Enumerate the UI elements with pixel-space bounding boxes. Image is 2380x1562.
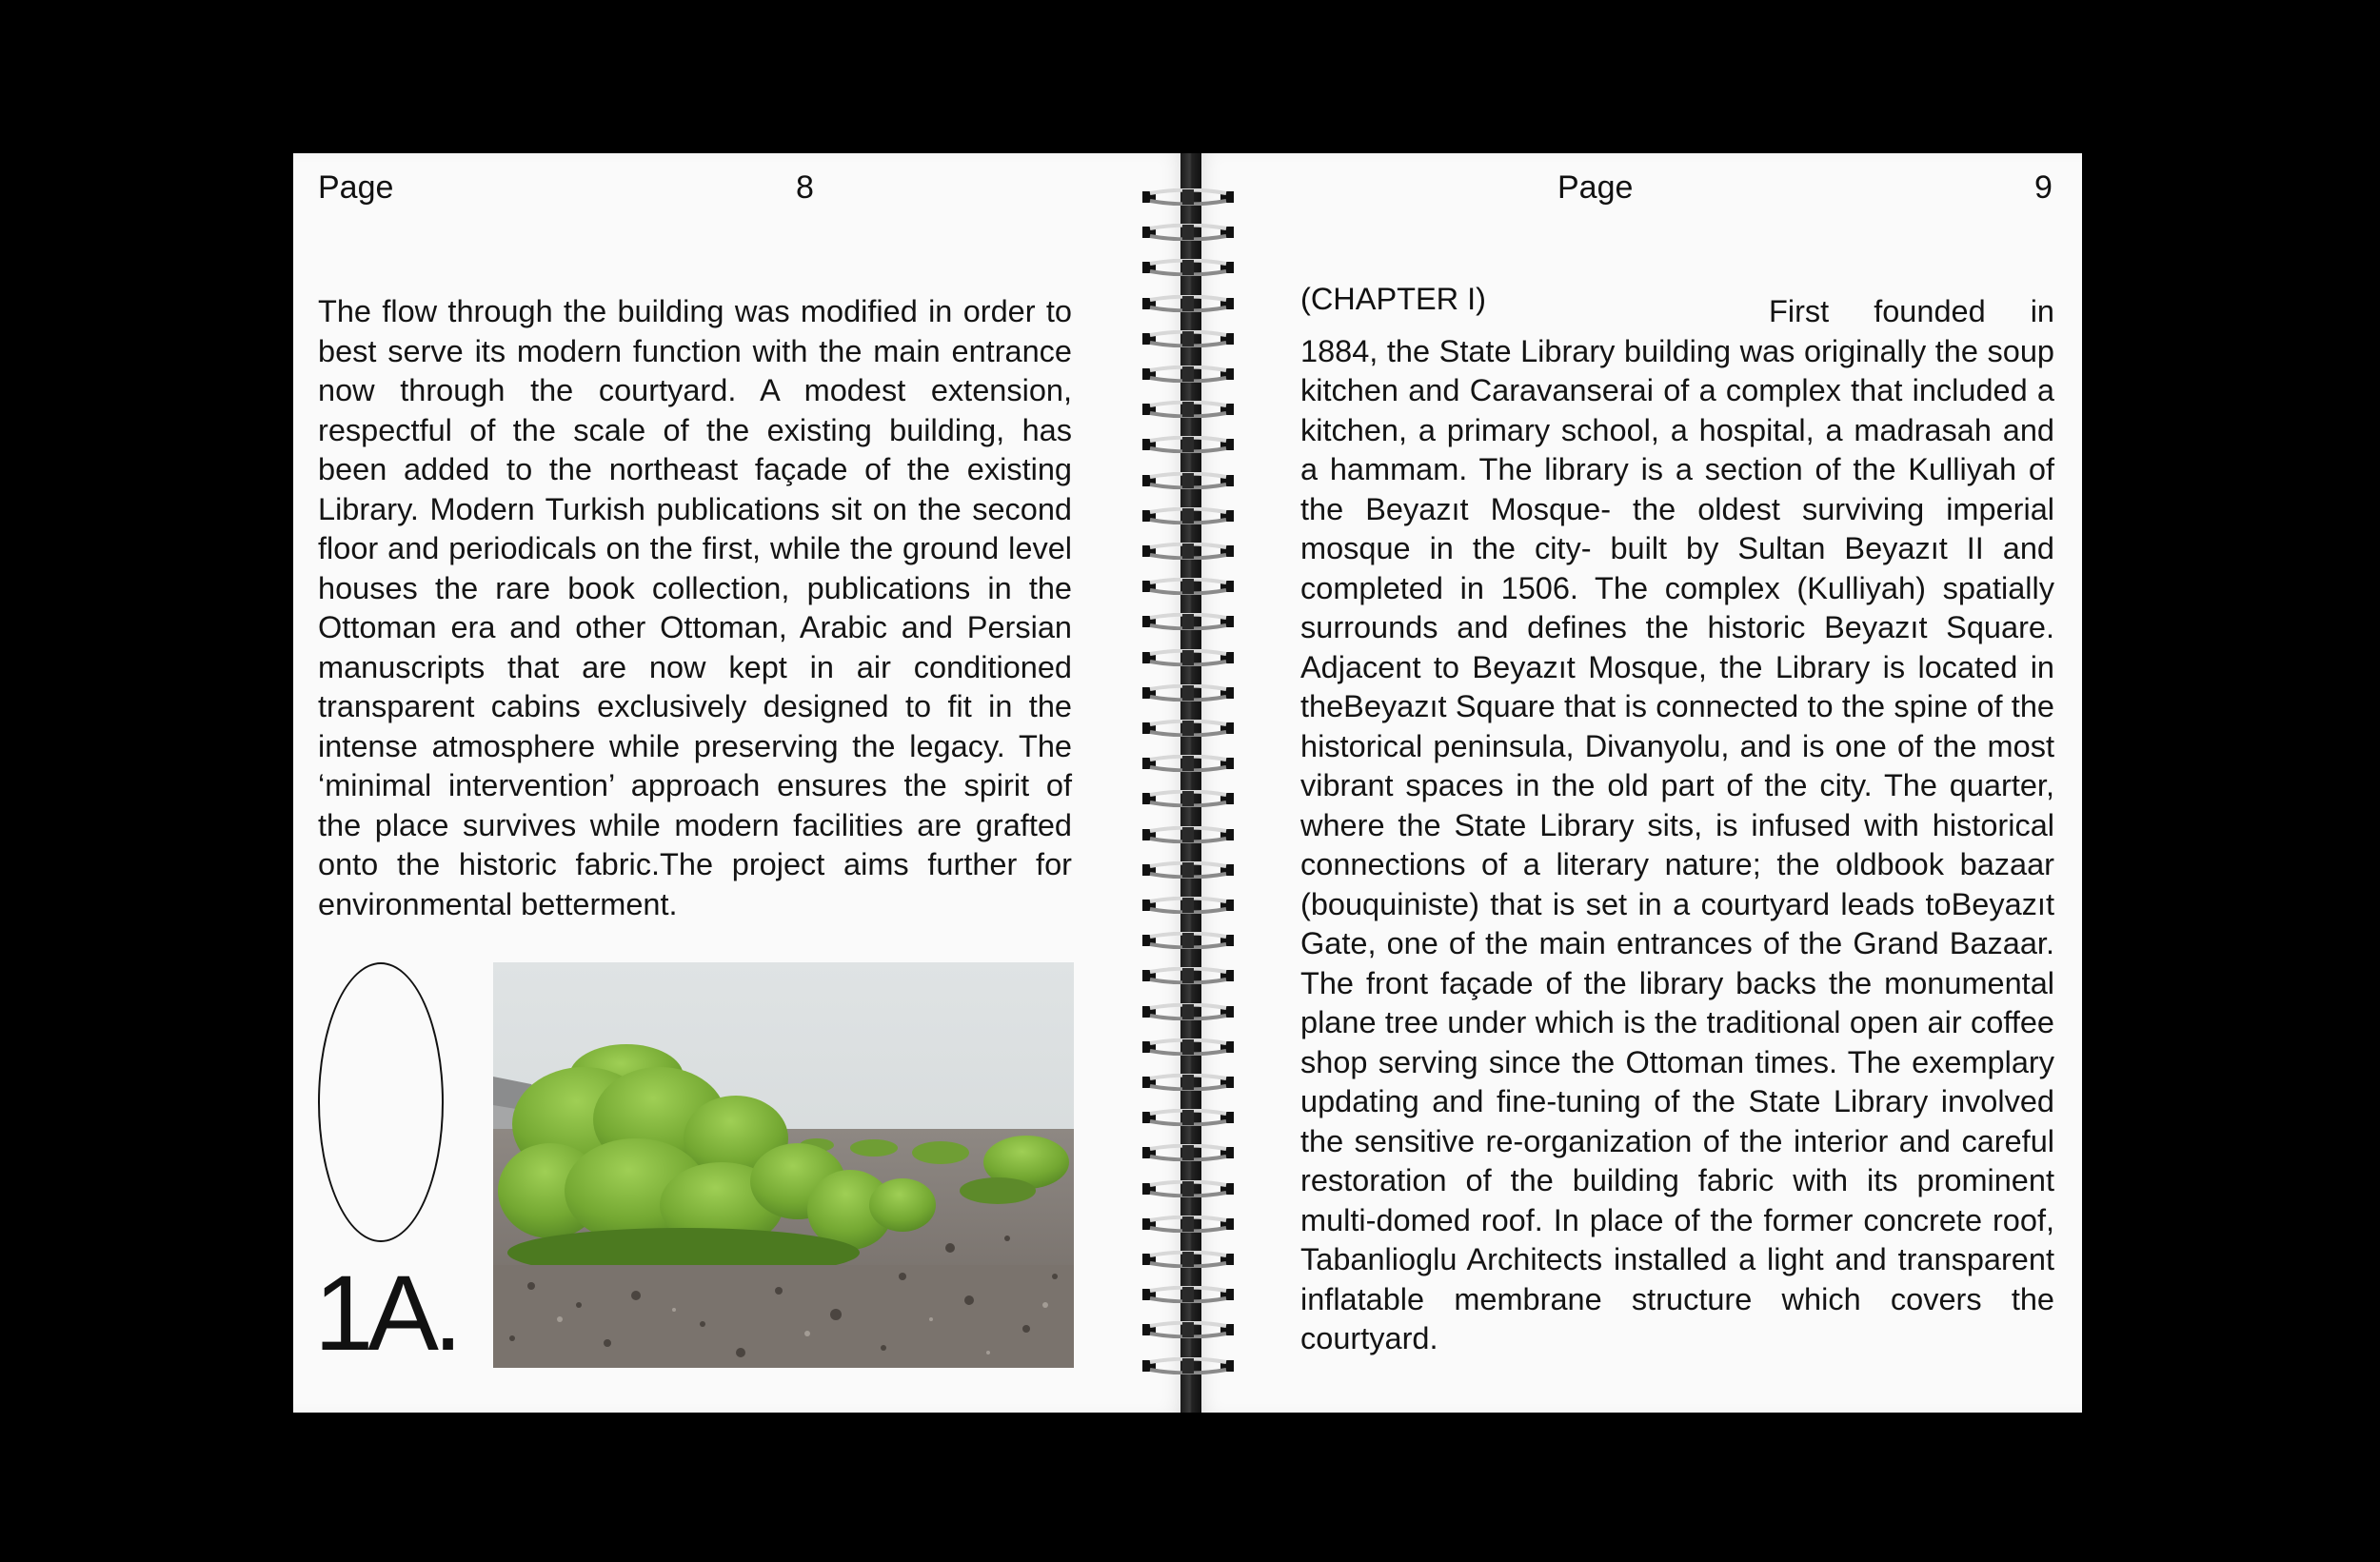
spiral-coil-icon — [1140, 507, 1236, 524]
spiral-coil-icon — [1140, 967, 1236, 984]
spiral-coil-icon — [1140, 295, 1236, 312]
spiral-coil-icon — [1140, 1144, 1236, 1161]
spiral-coil-icon — [1140, 861, 1236, 879]
right-body-text — [1300, 292, 2054, 1359]
right-body-paragraph: First founded in 1884, the State Library building was originally the soup kitchen and Caravanserai of a complex that included a kitchen, a primary school, a hospital, a madrasah and a hammam. The library is a section of the Kulliyah of the Beyazıt Mosque- the oldest surviving imperial mosque in the city- built by Sultan Beyazıt II and completed in 1506. The complex (Kulliyah) spatially surrounds and defines the historic Beyazıt Square. Adjacent to Beyazıt Mosque, the Library is located in theBeyazıt Square that is connected to the spine of the historical peninsula, Divanyolu, and is one of the most vibrant spaces in the old part of the city. The quarter, where the State Library sits, is infused with historical connections of a literary nature; the oldbook bazaar (bouquiniste) that is set in a courtyard leads toBeyazıt Gate, one of the main entrances of the Grand Bazaar. The front façade of the library backs the monumental plane tree under which is the traditional open air coffee shop serving since the Ottoman times. The exemplary updating and fine-tuning of the State Library involved the sensitive re-organization of the interior and careful restoration of the building fabric with its prominent multi-domed roof. In place of the former concrete roof, Tabanlioglu Architects installed a light and transparent inflatable membrane structure which covers the courtyard. — [1300, 294, 2054, 1355]
spiral-coil-icon — [1140, 401, 1236, 418]
spiral-coil-icon — [1140, 649, 1236, 666]
chapter-label: (CHAPTER I) — [1300, 282, 1486, 316]
right-page-label: Page — [1557, 169, 1634, 206]
spiral-coil-icon — [1140, 472, 1236, 489]
spiral-coil-icon — [1140, 790, 1236, 807]
spiral-coil-icon — [1140, 1321, 1236, 1338]
figure-label: 1A. — [314, 1254, 458, 1373]
spiral-coil-icon — [1140, 259, 1236, 276]
spiral-coil-icon — [1140, 436, 1236, 453]
ellipse-shape — [318, 962, 444, 1242]
spiral-coil-icon — [1140, 330, 1236, 347]
moss-landscape-photo — [493, 962, 1074, 1368]
left-page-label: Page — [318, 169, 394, 206]
spiral-coil-icon — [1140, 684, 1236, 702]
spiral-coil-icon — [1140, 1074, 1236, 1091]
spiral-coil-icon — [1140, 1286, 1236, 1303]
spiral-coil-icon — [1140, 1109, 1236, 1126]
spiral-coil-icon — [1140, 578, 1236, 595]
spiral-coil-icon — [1140, 1251, 1236, 1268]
spiral-coil-icon — [1140, 613, 1236, 630]
left-page-number: 8 — [796, 169, 814, 206]
spiral-coil-icon — [1140, 1038, 1236, 1056]
right-page-number: 9 — [2034, 169, 2053, 206]
left-body-paragraph: The flow through the building was modified in order to best serve its modern function with the main entrance now through the courtyard. A modest extension, respectful of the scale of the existing building, has been added to the northeast façade of the existing Library. Modern Turkish publications sit on the second floor and periodicals on the first, while the ground level houses the rare book collection, publications in the Ottoman era and other Ottoman, Arabic and Persian manuscripts that are now kept in air conditioned transparent cabins exclusively designed to fit in the intense atmosphere while preserving the legacy. The ‘minimal intervention’ approach ensures the spirit of the place survives while modern facilities are grafted onto the historic fabric.The project aims further for environmental betterment. — [318, 294, 1072, 921]
spiral-coil-icon — [1140, 932, 1236, 949]
spiral-coil-icon — [1140, 224, 1236, 241]
spiral-coil-icon — [1140, 366, 1236, 383]
spiral-coil-icon — [1140, 1180, 1236, 1197]
spiral-coil-icon — [1140, 1216, 1236, 1233]
spiral-coil-icon — [1140, 1003, 1236, 1020]
spiral-coil-icon — [1140, 826, 1236, 843]
spiral-coil-icon — [1140, 755, 1236, 772]
spiral-coil-icon — [1140, 720, 1236, 737]
left-body-text — [318, 292, 1072, 924]
spiral-coil-icon — [1140, 1357, 1236, 1374]
spiral-coil-icon — [1140, 543, 1236, 560]
spiral-coil-icon — [1140, 188, 1236, 206]
spiral-coil-icon — [1140, 897, 1236, 914]
